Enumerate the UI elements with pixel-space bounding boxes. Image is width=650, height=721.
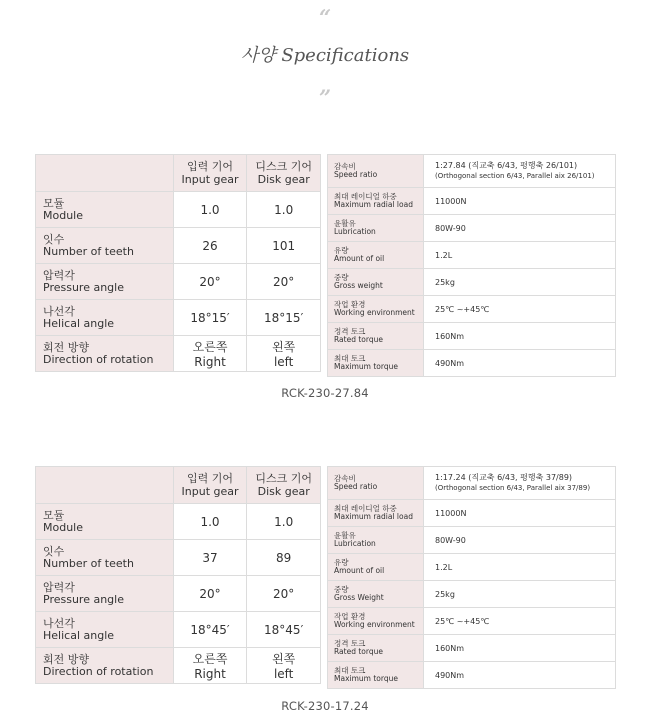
spec-value-radial-load: 11000N bbox=[424, 188, 616, 215]
col-header-disk-gear: 디스크 기어 Disk gear bbox=[247, 467, 321, 504]
table-row bbox=[328, 554, 616, 581]
gear-table-corner bbox=[36, 467, 174, 504]
table-row bbox=[328, 350, 616, 377]
table-row bbox=[36, 192, 321, 228]
row-label-rotation: 회전 방향 Direction of rotation bbox=[36, 336, 174, 372]
input-gear-value: 18°45′ bbox=[173, 612, 247, 648]
spec-label-speed-ratio: 감속비 Speed ratio bbox=[328, 155, 424, 188]
spec-label-speed-ratio: 감속비 Speed ratio bbox=[328, 467, 424, 500]
table-row bbox=[328, 155, 616, 188]
spec-label-radial-load: 최대 레이디얼 하중 Maximum radial load bbox=[328, 500, 424, 527]
spec-value-max-torque: 490Nm bbox=[424, 350, 616, 377]
col-header-input-gear: 입력 기어 Input gear bbox=[173, 155, 247, 192]
spec-value-speed-ratio: 1:27.84 (직교축 6/43, 평행축 26/101) (Orthogonal section 6/43, Parallel aix 26/101) bbox=[424, 155, 616, 188]
disk-gear-value: 101 bbox=[247, 228, 321, 264]
model-name: RCK-230-27.84 bbox=[281, 386, 369, 400]
spec-label-oil-amount: 유량 Amount of oil bbox=[328, 554, 424, 581]
spec-label-weight: 중량 Gross Weight bbox=[328, 581, 424, 608]
spec-value-environment: 25℃ ~+45℃ bbox=[424, 296, 616, 323]
input-gear-value: 18°15′ bbox=[173, 300, 247, 336]
spec-value-radial-load: 11000N bbox=[424, 500, 616, 527]
spec-value-rated-torque: 160Nm bbox=[424, 635, 616, 662]
table-row bbox=[328, 188, 616, 215]
spec-label-environment: 작업 환경 Working environment bbox=[328, 608, 424, 635]
gear-table-corner bbox=[36, 155, 174, 192]
spec-label-lubrication: 윤활유 Lubrication bbox=[328, 527, 424, 554]
open-quote-mark: “ bbox=[318, 5, 332, 30]
close-quote-mark: ” bbox=[318, 85, 332, 110]
row-label-helical-angle: 나선각 Helical angle bbox=[36, 612, 174, 648]
spec-label-rated-torque: 정격 토크 Rated torque bbox=[328, 323, 424, 350]
spec-value-max-torque: 490Nm bbox=[424, 662, 616, 689]
disk-gear-value: 89 bbox=[247, 540, 321, 576]
spec-table bbox=[327, 154, 616, 377]
row-label-teeth: 잇수 Number of teeth bbox=[36, 540, 174, 576]
table-row bbox=[328, 527, 616, 554]
table-row bbox=[328, 500, 616, 527]
table-row bbox=[36, 576, 321, 612]
spec-value-weight: 25kg bbox=[424, 269, 616, 296]
table-row bbox=[328, 215, 616, 242]
model-name: RCK-230-17.24 bbox=[281, 699, 369, 713]
table-row bbox=[36, 504, 321, 540]
table-row bbox=[328, 296, 616, 323]
table-row bbox=[328, 608, 616, 635]
spec-label-max-torque: 최대 토크 Maximum torque bbox=[328, 350, 424, 377]
spec-value-oil-amount: 1.2L bbox=[424, 242, 616, 269]
spec-value-weight: 25kg bbox=[424, 581, 616, 608]
table-row bbox=[36, 300, 321, 336]
spec-value-lubrication: 80W-90 bbox=[424, 215, 616, 242]
input-gear-value: 37 bbox=[173, 540, 247, 576]
spec-label-rated-torque: 정격 토크 Rated torque bbox=[328, 635, 424, 662]
input-gear-value: 20° bbox=[173, 264, 247, 300]
input-gear-value: 1.0 bbox=[173, 192, 247, 228]
input-gear-value: 오른쪽 Right bbox=[173, 648, 247, 684]
gear-table bbox=[35, 154, 321, 372]
spec-value-rated-torque: 160Nm bbox=[424, 323, 616, 350]
row-label-module: 모듈 Module bbox=[36, 504, 174, 540]
disk-gear-value: 왼쪽 left bbox=[247, 336, 321, 372]
row-label-pressure-angle: 압력각 Pressure angle bbox=[36, 576, 174, 612]
row-label-module: 모듈 Module bbox=[36, 192, 174, 228]
table-row bbox=[36, 648, 321, 684]
disk-gear-value: 18°15′ bbox=[247, 300, 321, 336]
spec-label-weight: 중량 Gross weight bbox=[328, 269, 424, 296]
input-gear-value: 26 bbox=[173, 228, 247, 264]
table-row bbox=[328, 467, 616, 500]
spec-label-max-torque: 최대 토크 Maximum torque bbox=[328, 662, 424, 689]
disk-gear-value: 20° bbox=[247, 576, 321, 612]
table-row bbox=[328, 662, 616, 689]
spec-label-environment: 작업 환경 Working environment bbox=[328, 296, 424, 323]
disk-gear-value: 20° bbox=[247, 264, 321, 300]
disk-gear-value: 18°45′ bbox=[247, 612, 321, 648]
spec-label-oil-amount: 유량 Amount of oil bbox=[328, 242, 424, 269]
spec-value-environment: 25℃ ~+45℃ bbox=[424, 608, 616, 635]
table-row bbox=[328, 269, 616, 296]
disk-gear-value: 1.0 bbox=[247, 192, 321, 228]
spec-label-radial-load: 최대 레이디얼 하중 Maximum radial load bbox=[328, 188, 424, 215]
table-row bbox=[36, 228, 321, 264]
row-label-helical-angle: 나선각 Helical angle bbox=[36, 300, 174, 336]
table-row bbox=[36, 264, 321, 300]
input-gear-value: 20° bbox=[173, 576, 247, 612]
row-label-teeth: 잇수 Number of teeth bbox=[36, 228, 174, 264]
table-row bbox=[36, 336, 321, 372]
table-row bbox=[36, 540, 321, 576]
input-gear-value: 오른쪽 Right bbox=[173, 336, 247, 372]
spec-label-lubrication: 윤활유 Lubrication bbox=[328, 215, 424, 242]
spec-table bbox=[327, 466, 616, 689]
row-label-rotation: 회전 방향 Direction of rotation bbox=[36, 648, 174, 684]
gear-table bbox=[35, 466, 321, 684]
section-title: 사양 Specifications bbox=[240, 45, 410, 66]
table-row bbox=[328, 581, 616, 608]
table-row bbox=[328, 635, 616, 662]
spec-value-speed-ratio: 1:17.24 (직교축 6/43, 평행축 37/89) (Orthogonal section 6/43, Parallel aix 37/89) bbox=[424, 467, 616, 500]
spec-value-oil-amount: 1.2L bbox=[424, 554, 616, 581]
spec-value-lubrication: 80W-90 bbox=[424, 527, 616, 554]
disk-gear-value: 왼쪽 left bbox=[247, 648, 321, 684]
disk-gear-value: 1.0 bbox=[247, 504, 321, 540]
col-header-disk-gear: 디스크 기어 Disk gear bbox=[247, 155, 321, 192]
col-header-input-gear: 입력 기어 Input gear bbox=[173, 467, 247, 504]
row-label-pressure-angle: 압력각 Pressure angle bbox=[36, 264, 174, 300]
table-row bbox=[328, 323, 616, 350]
table-row bbox=[328, 242, 616, 269]
table-row bbox=[36, 612, 321, 648]
input-gear-value: 1.0 bbox=[173, 504, 247, 540]
